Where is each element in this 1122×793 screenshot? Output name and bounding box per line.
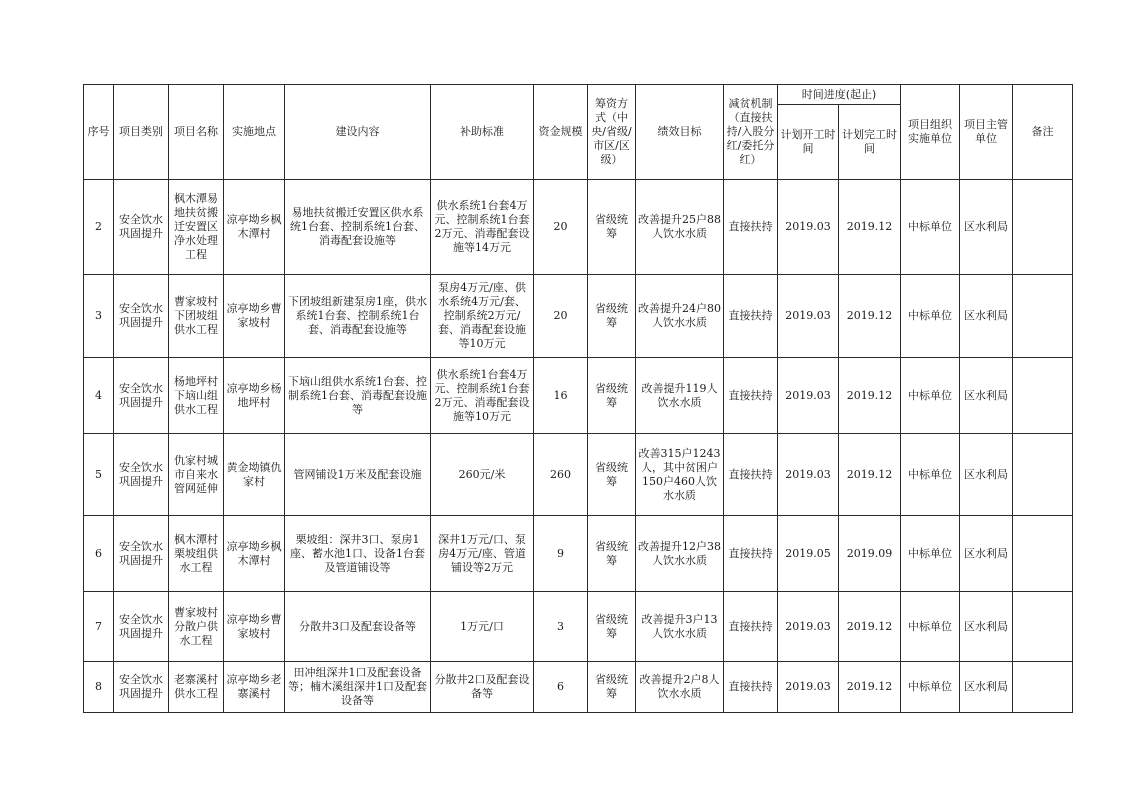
cell-location: 凉亭坳乡枫木潭村 [224, 516, 285, 592]
cell-subsidy: 供水系统1台套4万元、控制系统1台套2万元、消毒配套设施等10万元 [431, 358, 534, 434]
header-content: 建设内容 [285, 85, 431, 180]
cell-seq: 5 [84, 434, 114, 516]
cell-source: 省级统筹 [588, 516, 636, 592]
cell-category: 安全饮水巩固提升 [114, 275, 169, 358]
cell-remark [1013, 358, 1073, 434]
cell-org: 中标单位 [901, 662, 960, 713]
cell-fund: 6 [534, 662, 588, 713]
header-org: 项目组织实施单位 [901, 85, 960, 180]
header-category: 项目类别 [114, 85, 169, 180]
cell-seq: 4 [84, 358, 114, 434]
cell-fund: 260 [534, 434, 588, 516]
table-row [84, 275, 1073, 358]
cell-name: 杨地坪村下垴山组供水工程 [169, 358, 224, 434]
header-schedule: 时间进度(起止) [778, 85, 901, 105]
cell-seq: 2 [84, 180, 114, 275]
cell-category: 安全饮水巩固提升 [114, 180, 169, 275]
cell-mechanism: 直接扶持 [724, 662, 778, 713]
cell-dept: 区水利局 [960, 516, 1013, 592]
header-target: 绩效目标 [636, 85, 724, 180]
cell-fund: 16 [534, 358, 588, 434]
cell-remark [1013, 516, 1073, 592]
cell-source: 省级统筹 [588, 434, 636, 516]
table-row [84, 516, 1073, 592]
cell-category: 安全饮水巩固提升 [114, 662, 169, 713]
cell-remark [1013, 180, 1073, 275]
cell-dept: 区水利局 [960, 592, 1013, 662]
project-table [83, 84, 1073, 713]
cell-location: 黄金坳镇仇家村 [224, 434, 285, 516]
cell-seq: 8 [84, 662, 114, 713]
cell-target: 改善315户1243人，其中贫困户150户460人饮水水质 [636, 434, 724, 516]
cell-target: 改善提升119人饮水水质 [636, 358, 724, 434]
cell-end: 2019.12 [839, 434, 901, 516]
cell-name: 仇家村城市自来水管网延伸 [169, 434, 224, 516]
cell-dept: 区水利局 [960, 275, 1013, 358]
cell-org: 中标单位 [901, 434, 960, 516]
table-row [84, 662, 1073, 713]
cell-name: 枫木潭村栗坡组供水工程 [169, 516, 224, 592]
cell-end: 2019.12 [839, 358, 901, 434]
cell-mechanism: 直接扶持 [724, 434, 778, 516]
cell-subsidy: 深井1万元/口、泵房4万元/座、管道铺设等2万元 [431, 516, 534, 592]
cell-source: 省级统筹 [588, 275, 636, 358]
cell-start: 2019.03 [778, 180, 839, 275]
cell-remark [1013, 434, 1073, 516]
cell-start: 2019.03 [778, 662, 839, 713]
cell-org: 中标单位 [901, 275, 960, 358]
cell-source: 省级统筹 [588, 358, 636, 434]
cell-dept: 区水利局 [960, 180, 1013, 275]
cell-mechanism: 直接扶持 [724, 516, 778, 592]
cell-fund: 20 [534, 180, 588, 275]
cell-remark [1013, 592, 1073, 662]
cell-seq: 3 [84, 275, 114, 358]
cell-target: 改善提升3户13人饮水水质 [636, 592, 724, 662]
header-location: 实施地点 [224, 85, 285, 180]
cell-location: 凉亭坳乡曹家坡村 [224, 592, 285, 662]
table-row [84, 180, 1073, 275]
cell-target: 改善提升24户80人饮水水质 [636, 275, 724, 358]
cell-start: 2019.03 [778, 434, 839, 516]
header-source: 筹资方式（中央/省级/市区/区级） [588, 85, 636, 180]
cell-end: 2019.12 [839, 275, 901, 358]
cell-location: 凉亭坳乡枫木潭村 [224, 180, 285, 275]
cell-fund: 3 [534, 592, 588, 662]
cell-category: 安全饮水巩固提升 [114, 358, 169, 434]
cell-subsidy: 1万元/口 [431, 592, 534, 662]
cell-end: 2019.12 [839, 662, 901, 713]
cell-fund: 20 [534, 275, 588, 358]
header-name: 项目名称 [169, 85, 224, 180]
cell-subsidy: 供水系统1台套4万元、控制系统1台套2万元、消毒配套设施等14万元 [431, 180, 534, 275]
cell-org: 中标单位 [901, 516, 960, 592]
cell-fund: 9 [534, 516, 588, 592]
cell-name: 曹家坡村分散户供水工程 [169, 592, 224, 662]
header-mechanism: 减贫机制（直接扶持/入股分红/委托分红） [724, 85, 778, 180]
header-end: 计划完工时间 [839, 105, 901, 180]
cell-content: 易地扶贫搬迁安置区供水系统1台套、控制系统1台套、消毒配套设施等 [285, 180, 431, 275]
cell-remark [1013, 275, 1073, 358]
cell-content: 分散井3口及配套设备等 [285, 592, 431, 662]
cell-content: 栗坡组：深井3口、泵房1座、蓄水池1口、设备1台套及管道铺设等 [285, 516, 431, 592]
cell-remark [1013, 662, 1073, 713]
cell-content: 下垴山组供水系统1台套、控制系统1台套、消毒配套设施等 [285, 358, 431, 434]
cell-seq: 6 [84, 516, 114, 592]
table-row [84, 358, 1073, 434]
cell-category: 安全饮水巩固提升 [114, 592, 169, 662]
cell-org: 中标单位 [901, 180, 960, 275]
cell-location: 凉亭坳乡老寨溪村 [224, 662, 285, 713]
cell-content: 管网铺设1万米及配套设施 [285, 434, 431, 516]
header-seq: 序号 [84, 85, 114, 180]
cell-start: 2019.03 [778, 592, 839, 662]
cell-location: 凉亭坳乡杨地坪村 [224, 358, 285, 434]
cell-end: 2019.12 [839, 180, 901, 275]
cell-end: 2019.12 [839, 592, 901, 662]
table-row [84, 434, 1073, 516]
cell-target: 改善提升2户8人饮水水质 [636, 662, 724, 713]
cell-seq: 7 [84, 592, 114, 662]
header-remark: 备注 [1013, 85, 1073, 180]
cell-dept: 区水利局 [960, 662, 1013, 713]
cell-name: 曹家坡村下团坡组供水工程 [169, 275, 224, 358]
cell-name: 老寨溪村供水工程 [169, 662, 224, 713]
header-start: 计划开工时间 [778, 105, 839, 180]
cell-category: 安全饮水巩固提升 [114, 434, 169, 516]
cell-dept: 区水利局 [960, 434, 1013, 516]
cell-end: 2019.09 [839, 516, 901, 592]
cell-subsidy: 泵房4万元/座、供水系统4万元/套、控制系统2万元/套、消毒配套设施等10万元 [431, 275, 534, 358]
header-fund: 资金规模 [534, 85, 588, 180]
cell-target: 改善提升12户38人饮水水质 [636, 516, 724, 592]
header-dept: 项目主管单位 [960, 85, 1013, 180]
cell-content: 下团坡组新建泵房1座，供水系统1台套、控制系统1台套、消毒配套设施等 [285, 275, 431, 358]
header-subsidy: 补助标准 [431, 85, 534, 180]
cell-org: 中标单位 [901, 358, 960, 434]
cell-name: 枫木潭易地扶贫搬迁安置区净水处理工程 [169, 180, 224, 275]
cell-content: 田冲组深井1口及配套设备等；楠木溪组深井1口及配套设备等 [285, 662, 431, 713]
cell-source: 省级统筹 [588, 592, 636, 662]
cell-start: 2019.03 [778, 358, 839, 434]
cell-location: 凉亭坳乡曹家坡村 [224, 275, 285, 358]
cell-source: 省级统筹 [588, 180, 636, 275]
cell-mechanism: 直接扶持 [724, 592, 778, 662]
cell-target: 改善提升25户88人饮水水质 [636, 180, 724, 275]
cell-subsidy: 分散井2口及配套设备等 [431, 662, 534, 713]
cell-mechanism: 直接扶持 [724, 358, 778, 434]
cell-start: 2019.03 [778, 275, 839, 358]
cell-dept: 区水利局 [960, 358, 1013, 434]
cell-subsidy: 260元/米 [431, 434, 534, 516]
cell-category: 安全饮水巩固提升 [114, 516, 169, 592]
cell-mechanism: 直接扶持 [724, 275, 778, 358]
cell-start: 2019.05 [778, 516, 839, 592]
cell-mechanism: 直接扶持 [724, 180, 778, 275]
table-row [84, 592, 1073, 662]
cell-org: 中标单位 [901, 592, 960, 662]
cell-source: 省级统筹 [588, 662, 636, 713]
